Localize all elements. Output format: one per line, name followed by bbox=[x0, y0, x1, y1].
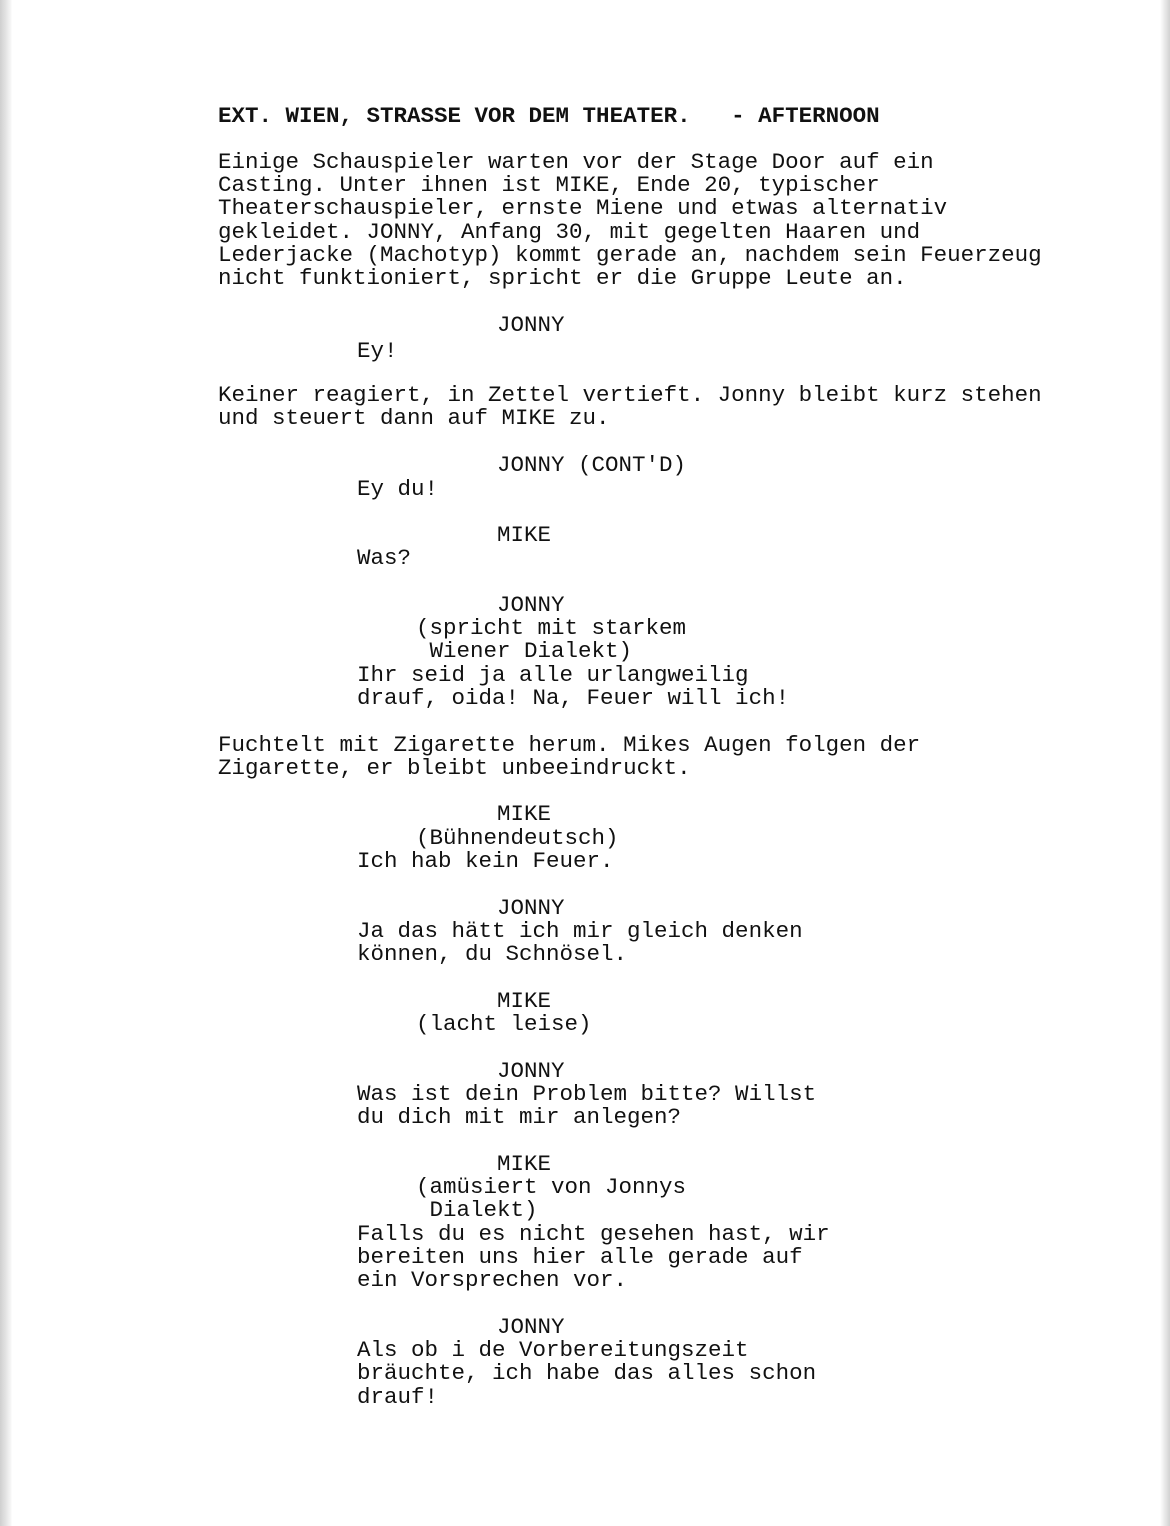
character-name: JONNY bbox=[497, 312, 565, 338]
action-line: Casting. Unter ihnen ist MIKE, Ende 20, typischer bbox=[218, 172, 880, 198]
page-shadow-right bbox=[1160, 0, 1170, 1526]
action-line: nicht funktioniert, spricht er die Gruppe Leute an. bbox=[218, 265, 907, 291]
action-line: Keiner reagiert, in Zettel vertieft. Jonny bleibt kurz stehen bbox=[218, 382, 1042, 408]
parenthetical-line: (lacht leise) bbox=[416, 1011, 592, 1037]
action-line: Lederjacke (Machotyp) kommt gerade an, nachdem sein Feuerzeug bbox=[218, 242, 1042, 268]
dialogue-line: Ihr seid ja alle urlangweilig bbox=[357, 662, 749, 688]
dialogue-line: drauf! bbox=[357, 1384, 439, 1410]
dialogue-line: Ja das hätt ich mir gleich denken bbox=[357, 918, 803, 944]
script-page bbox=[12, 0, 1160, 1526]
character-name: JONNY bbox=[497, 1058, 565, 1084]
dialogue-line: drauf, oida! Na, Feuer will ich! bbox=[357, 685, 790, 711]
action-line: Einige Schauspieler warten vor der Stage Door auf ein bbox=[218, 149, 934, 175]
action-line: gekleidet. JONNY, Anfang 30, mit gegelten Haaren und bbox=[218, 219, 921, 245]
character-name: MIKE bbox=[497, 988, 552, 1014]
scene-heading: EXT. WIEN, STRASSE VOR DEM THEATER. - AFTERNOON bbox=[218, 103, 880, 129]
action-line: Theaterschauspieler, ernste Miene und etwas alternativ bbox=[218, 195, 948, 221]
dialogue-line: Ey! bbox=[357, 338, 398, 364]
parenthetical-line: Wiener Dialekt) bbox=[416, 638, 633, 664]
character-name: MIKE bbox=[497, 522, 552, 548]
dialogue-line: bereiten uns hier alle gerade auf bbox=[357, 1244, 803, 1270]
parenthetical-line: (spricht mit starkem bbox=[416, 615, 687, 641]
parenthetical-line: (Bühnendeutsch) bbox=[416, 825, 619, 851]
parenthetical-line: Dialekt) bbox=[416, 1197, 538, 1223]
dialogue-line: Ey du! bbox=[357, 476, 439, 502]
parenthetical-line: (amüsiert von Jonnys bbox=[416, 1174, 687, 1200]
dialogue-line: Falls du es nicht gesehen hast, wir bbox=[357, 1221, 830, 1247]
character-name: JONNY (CONT'D) bbox=[497, 452, 687, 478]
character-name: JONNY bbox=[497, 1314, 565, 1340]
dialogue-line: bräuchte, ich habe das alles schon bbox=[357, 1360, 817, 1386]
dialogue-line: Als ob i de Vorbereitungszeit bbox=[357, 1337, 749, 1363]
dialogue-line: Ich hab kein Feuer. bbox=[357, 848, 614, 874]
character-name: JONNY bbox=[497, 895, 565, 921]
action-line: und steuert dann auf MIKE zu. bbox=[218, 405, 610, 431]
character-name: JONNY bbox=[497, 592, 565, 618]
character-name: MIKE bbox=[497, 801, 552, 827]
page-shadow-left bbox=[0, 0, 12, 1526]
dialogue-line: Was ist dein Problem bitte? Willst bbox=[357, 1081, 817, 1107]
dialogue-line: Was? bbox=[357, 545, 412, 571]
dialogue-line: können, du Schnösel. bbox=[357, 941, 628, 967]
action-line: Zigarette, er bleibt unbeeindruckt. bbox=[218, 755, 691, 781]
dialogue-line: du dich mit mir anlegen? bbox=[357, 1104, 682, 1130]
dialogue-line: ein Vorsprechen vor. bbox=[357, 1267, 628, 1293]
action-line: Fuchtelt mit Zigarette herum. Mikes Augen folgen der bbox=[218, 732, 921, 758]
character-name: MIKE bbox=[497, 1151, 552, 1177]
